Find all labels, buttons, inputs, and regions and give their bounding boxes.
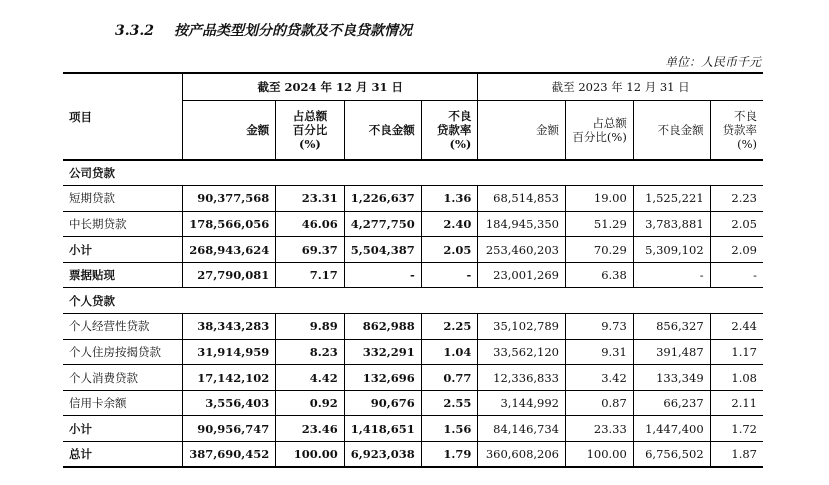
table-cell: 1.79 xyxy=(421,442,478,468)
table-cell: 2.40 xyxy=(421,211,478,237)
table-cell: 332,291 xyxy=(344,339,421,365)
table-cell: 2.09 xyxy=(710,237,763,263)
table-cell: 1.17 xyxy=(710,339,763,365)
table-cell: 2.05 xyxy=(710,211,763,237)
table-cell: 5,309,102 xyxy=(633,237,710,263)
table-cell: 360,608,206 xyxy=(478,442,566,468)
table-cell: 9.31 xyxy=(566,339,634,365)
table-row xyxy=(63,262,763,288)
col-nplr-2024: 不良 贷款率 (%) xyxy=(421,101,478,161)
table-cell: 856,327 xyxy=(633,314,710,340)
row-label: 个人经营性贷款 xyxy=(63,314,183,340)
table-cell: 70.29 xyxy=(566,237,634,263)
col-pct-2024: 占总额 百分比 (%) xyxy=(276,101,344,161)
table-cell: 1,447,400 xyxy=(633,416,710,442)
table-cell: 3,783,881 xyxy=(633,211,710,237)
row-label: 个人消费贷款 xyxy=(63,365,183,391)
table-cell: 35,102,789 xyxy=(478,314,566,340)
table-cell: 0.92 xyxy=(276,390,344,416)
table-cell: 4.42 xyxy=(276,365,344,391)
table-cell: 0.77 xyxy=(421,365,478,391)
table-cell: 5,504,387 xyxy=(344,237,421,263)
table-cell: 9.73 xyxy=(566,314,634,340)
table-cell: 3,144,992 xyxy=(478,390,566,416)
row-label: 信用卡余额 xyxy=(63,390,183,416)
row-label: 票据贴现 xyxy=(63,262,183,288)
table-cell: 2.44 xyxy=(710,314,763,340)
table-cell: 100.00 xyxy=(566,442,634,468)
table-cell: 9.89 xyxy=(276,314,344,340)
section-title: 按产品类型划分的贷款及不良贷款情况 xyxy=(173,23,412,39)
table-row xyxy=(63,211,763,237)
table-cell: 100.00 xyxy=(276,442,344,468)
table-cell: 69.37 xyxy=(276,237,344,263)
table-cell: 1.36 xyxy=(421,186,478,212)
table-cell: 68,514,853 xyxy=(478,186,566,212)
table-cell: 2.23 xyxy=(710,186,763,212)
table-cell: 1.56 xyxy=(421,416,478,442)
col-nplr-2023: 不良 贷款率 (%) xyxy=(710,101,763,161)
col-npl-2024: 不良金额 xyxy=(344,101,421,161)
table-cell: 23.46 xyxy=(276,416,344,442)
table-row xyxy=(63,339,763,365)
table-cell: 1,418,651 xyxy=(344,416,421,442)
section-number: 3.3.2 xyxy=(115,23,154,39)
table-cell: 253,460,203 xyxy=(478,237,566,263)
period-2023-header: 截至 2023 年 12 月 31 日 xyxy=(478,73,763,101)
table-cell: 1.72 xyxy=(710,416,763,442)
table-cell: 17,142,102 xyxy=(183,365,276,391)
table-cell: 90,377,568 xyxy=(183,186,276,212)
table-cell: 132,696 xyxy=(344,365,421,391)
table-cell: 1.87 xyxy=(710,442,763,468)
table-cell: 387,690,452 xyxy=(183,442,276,468)
table-cell: - xyxy=(344,262,421,288)
table-cell: 84,146,734 xyxy=(478,416,566,442)
table-cell: 0.87 xyxy=(566,390,634,416)
period-2024-header: 截至 2024 年 12 月 31 日 xyxy=(183,73,478,101)
col-npl-2023: 不良金额 xyxy=(633,101,710,161)
table-cell: 23,001,269 xyxy=(478,262,566,288)
table-cell: 268,943,624 xyxy=(183,237,276,263)
table-cell: 1,525,221 xyxy=(633,186,710,212)
table-cell: 23.31 xyxy=(276,186,344,212)
row-label: 中长期贷款 xyxy=(63,211,183,237)
table-cell: 6.38 xyxy=(566,262,634,288)
section-heading xyxy=(115,20,412,40)
table-cell: 8.23 xyxy=(276,339,344,365)
loan-table xyxy=(63,72,763,468)
table-cell: 51.29 xyxy=(566,211,634,237)
table-cell: 1.08 xyxy=(710,365,763,391)
col-pct-2023: 占总额 百分比(%) xyxy=(566,101,634,161)
table-cell: 7.17 xyxy=(276,262,344,288)
table-cell: 184,945,350 xyxy=(478,211,566,237)
table-row xyxy=(63,442,763,468)
table-cell: 1,226,637 xyxy=(344,186,421,212)
table-cell: 31,914,959 xyxy=(183,339,276,365)
table-cell: 3.42 xyxy=(566,365,634,391)
section-row-personal xyxy=(63,288,763,314)
table-row xyxy=(63,365,763,391)
table-cell: - xyxy=(421,262,478,288)
table-row xyxy=(63,416,763,442)
table-cell: 4,277,750 xyxy=(344,211,421,237)
table-cell: 27,790,081 xyxy=(183,262,276,288)
table-cell: 2.25 xyxy=(421,314,478,340)
table-row xyxy=(63,390,763,416)
table-cell: 133,349 xyxy=(633,365,710,391)
table-cell: 12,336,833 xyxy=(478,365,566,391)
row-label: 小计 xyxy=(63,416,183,442)
col-amount-2024: 金额 xyxy=(183,101,276,161)
table-cell: - xyxy=(633,262,710,288)
col-amount-2023: 金额 xyxy=(478,101,566,161)
table-cell: 3,556,403 xyxy=(183,390,276,416)
table-cell: 6,923,038 xyxy=(344,442,421,468)
row-label: 短期贷款 xyxy=(63,186,183,212)
item-header: 项目 xyxy=(63,73,183,160)
table-cell: 66,237 xyxy=(633,390,710,416)
table-cell: 2.05 xyxy=(421,237,478,263)
table-row xyxy=(63,186,763,212)
row-label: 总计 xyxy=(63,442,183,468)
section-row-corporate xyxy=(63,160,763,186)
table-cell: 19.00 xyxy=(566,186,634,212)
table-cell: 2.11 xyxy=(710,390,763,416)
table-cell: 90,676 xyxy=(344,390,421,416)
table-cell: 862,988 xyxy=(344,314,421,340)
table-cell: 391,487 xyxy=(633,339,710,365)
table-cell: 33,562,120 xyxy=(478,339,566,365)
table-cell: 46.06 xyxy=(276,211,344,237)
section-label: 公司贷款 xyxy=(63,160,763,186)
row-label: 小计 xyxy=(63,237,183,263)
table-cell: 6,756,502 xyxy=(633,442,710,468)
unit-note: 单位：人民币千元 xyxy=(664,55,761,69)
table-cell: 1.04 xyxy=(421,339,478,365)
table-cell: 2.55 xyxy=(421,390,478,416)
row-label: 个人住房按揭贷款 xyxy=(63,339,183,365)
table-cell: 38,343,283 xyxy=(183,314,276,340)
table-cell: 23.33 xyxy=(566,416,634,442)
table-cell: 178,566,056 xyxy=(183,211,276,237)
table-cell: - xyxy=(710,262,763,288)
section-label: 个人贷款 xyxy=(63,288,763,314)
table-row xyxy=(63,314,763,340)
table-row xyxy=(63,237,763,263)
table-cell: 90,956,747 xyxy=(183,416,276,442)
